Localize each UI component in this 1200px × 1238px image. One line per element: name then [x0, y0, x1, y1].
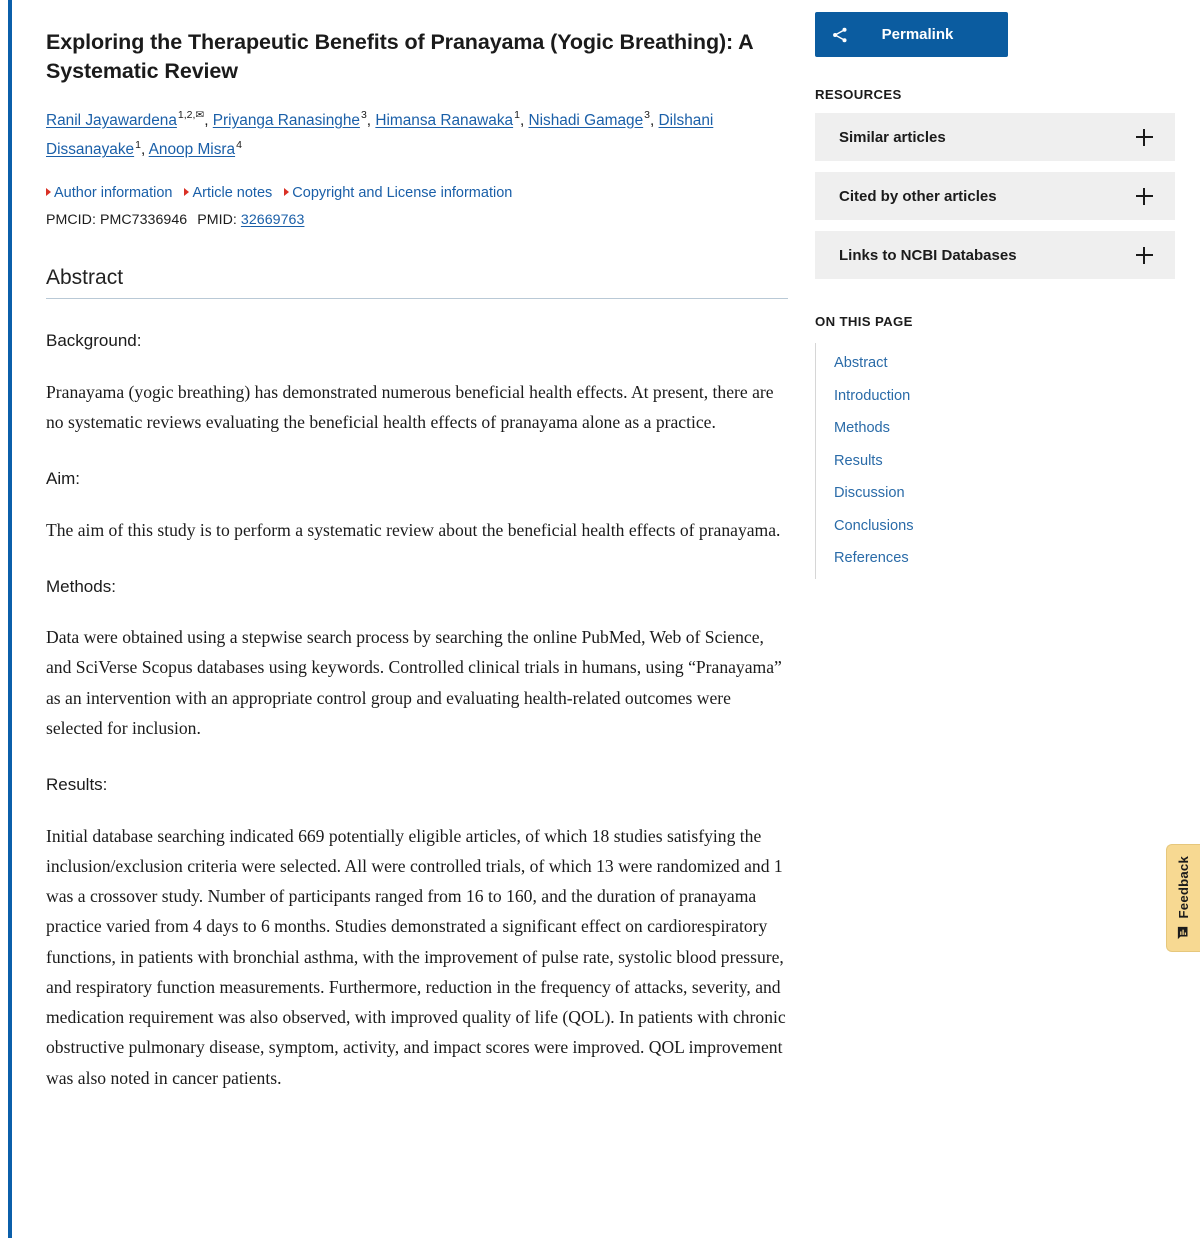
author-affiliation-marker: 3 — [360, 109, 367, 122]
left-accent-rail — [8, 0, 12, 1238]
author-link[interactable]: Priyanga Ranasinghe — [212, 111, 360, 129]
pmid-link[interactable]: 32669763 — [240, 212, 305, 229]
triangle-bullet-icon — [284, 188, 289, 196]
on-this-page-link[interactable]: Discussion — [834, 485, 905, 501]
right-sidebar — [815, 0, 1175, 579]
resource-accordion-item[interactable] — [815, 231, 1175, 279]
author-list — [46, 106, 788, 165]
on-this-page-title: ON THIS PAGE — [815, 314, 913, 329]
page-title: Exploring the Therapeutic Benefits of Pranayama (Yogic Breathing): A Systematic Review — [46, 30, 753, 83]
author-separator: , — [204, 111, 213, 129]
feedback-label: Feedback — [1176, 856, 1191, 919]
abstract-section-text: The aim of this study is to perform a systematic review about the beneficial health effects of pranayama. — [46, 519, 781, 540]
abstract-body — [46, 331, 788, 1093]
meta-link[interactable]: Article notes — [192, 184, 273, 201]
pmcid-label: PMCID: — [46, 212, 96, 229]
article-main-column — [46, 0, 788, 1110]
on-this-page-link[interactable]: Methods — [834, 420, 890, 436]
plus-icon[interactable] — [1136, 188, 1153, 205]
article-identifiers — [46, 212, 788, 228]
triangle-bullet-icon — [184, 188, 189, 196]
abstract-heading: Abstract — [46, 266, 788, 299]
resources-list — [815, 113, 1175, 279]
permalink-label: Permalink — [881, 26, 954, 43]
on-this-page-link[interactable]: Introduction — [834, 387, 911, 404]
author-affiliation-marker: 1 — [514, 109, 520, 122]
author-separator: , — [140, 141, 149, 159]
author-separator: , — [649, 111, 659, 129]
resource-accordion-item[interactable] — [815, 113, 1175, 161]
on-this-page-link[interactable]: References — [834, 550, 909, 566]
author-separator: , — [519, 111, 529, 129]
permalink-button[interactable] — [815, 12, 1008, 57]
author-affiliation-marker: 1 — [135, 139, 141, 152]
pmcid-value: PMC7336946 — [99, 212, 188, 229]
plus-icon[interactable] — [1136, 247, 1153, 264]
resource-item-label: Links to NCBI Databases — [839, 246, 1017, 264]
author-affiliation-marker: 1,2,✉ — [177, 109, 205, 122]
resource-accordion-item[interactable] — [815, 172, 1175, 220]
triangle-bullet-icon — [46, 188, 51, 196]
resource-item-label: Cited by other articles — [839, 187, 997, 205]
meta-link[interactable]: Author information — [54, 184, 173, 201]
abstract-section-text: Pranayama (yogic breathing) has demonstrated numerous beneficial health effects. At present, there are no systematic reviews evaluating the beneficial health effects of pranayama alone as a practice. — [46, 381, 774, 432]
on-this-page-link[interactable]: Results — [834, 452, 883, 469]
on-this-page-nav — [815, 343, 1175, 579]
plus-icon[interactable] — [1136, 129, 1153, 146]
author-affiliation-marker: 3 — [644, 109, 650, 122]
on-this-page-link[interactable]: Abstract — [834, 355, 888, 371]
resource-item-label: Similar articles — [839, 128, 946, 146]
article-meta-links — [46, 185, 788, 202]
feedback-tab[interactable] — [1166, 844, 1200, 952]
abstract-section-label: Results: — [46, 775, 108, 795]
resources-title: RESOURCES — [815, 87, 902, 102]
pmid-label: PMID: — [197, 212, 237, 229]
author-link[interactable]: Ranil Jayawardena — [46, 111, 177, 129]
author-link[interactable]: Dilshani Dissanayake — [46, 111, 714, 159]
author-link[interactable]: Nishadi Gamage — [528, 111, 644, 129]
abstract-section-label: Aim: — [46, 469, 80, 489]
on-this-page-link[interactable]: Conclusions — [834, 517, 914, 534]
author-link[interactable]: Himansa Ranawaka — [375, 111, 514, 129]
author-separator: , — [366, 111, 376, 129]
share-icon — [831, 26, 849, 44]
meta-link[interactable]: Copyright and License information — [292, 184, 513, 201]
author-link[interactable]: Anoop Misra — [148, 141, 236, 159]
abstract-section-label: Background: — [46, 331, 142, 351]
author-affiliation-marker: 4 — [236, 139, 242, 152]
abstract-section-text: Data were obtained using a stepwise search process by searching the online PubMed, Web of Science, and SciVerse Scopus databases using keywords. Controlled clinical trials in humans, using “Pranayama” as an intervention with an appropriate control group and evaluating health-related outcomes were selected for inclusion. — [46, 627, 782, 738]
abstract-section-label: Methods: — [46, 576, 116, 596]
bar-chart-icon — [1177, 926, 1191, 940]
abstract-section-text: Initial database searching indicated 669 potentially eligible articles, of which 18 studies satisfying the inclusion/exclusion criteria were selected. All were controlled trials, of which 13 were randomized and 1 was a crossover study. Number of participants ranged from 16 to 160, and the duration of pranayama practice varied from 4 days to 6 months. Studies demonstrated a significant effect on cardiorespiratory functions, in patients with bronchial asthma, with the improvement of pulse rate, systolic blood pressure, and respiratory function measurements. Furthermore, reduction in the frequency of attacks, severity, and medication requirement was also observed, with improved quality of life (QOL). In patients with chronic obstructive pulmonary disease, symptom, activity, and impact scores were improved. QOL improvement was also noted in cancer patients. — [46, 825, 786, 1088]
